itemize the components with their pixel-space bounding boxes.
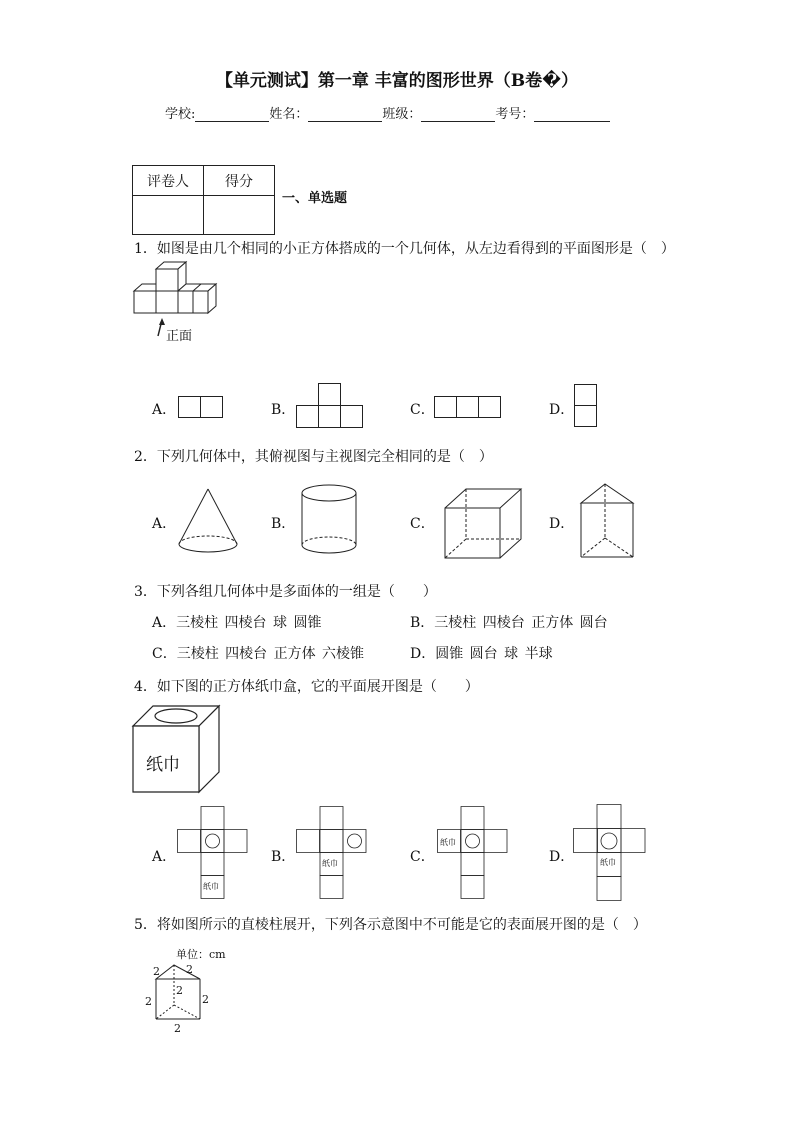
question-2-text: 2．下列几何体中，其俯视图与主视图完全相同的是（ ） bbox=[134, 449, 493, 465]
class-label: 班级： bbox=[382, 107, 422, 122]
question-1-text: 1．如图是由几个相同的小正方体搭成的一个几何体，从左边看得到的平面图形是（ ） bbox=[134, 241, 675, 257]
score-table bbox=[132, 165, 275, 235]
school-blank[interactable] bbox=[195, 108, 269, 122]
q1-option-a-figure[interactable] bbox=[178, 396, 224, 420]
q4-option-c-net[interactable] bbox=[437, 806, 511, 904]
q4-option-d-net-label: 纸巾 bbox=[600, 858, 616, 867]
q3-option-a[interactable]: A．三棱柱 四棱台 球 圆锥 bbox=[152, 615, 322, 631]
name-blank[interactable] bbox=[308, 108, 382, 122]
grader-header: 评卷人 bbox=[133, 166, 204, 196]
q1-option-d[interactable]: D． bbox=[549, 402, 575, 418]
q1-option-b-figure[interactable] bbox=[296, 383, 364, 429]
q4-option-a[interactable]: A． bbox=[152, 849, 177, 865]
q3-option-c[interactable]: C．三棱柱 四棱台 正方体 六棱锥 bbox=[152, 646, 365, 662]
q2-cylinder-figure[interactable] bbox=[300, 484, 360, 556]
q1-option-c-figure[interactable] bbox=[434, 396, 504, 420]
q1-front-label: 正面 bbox=[166, 329, 193, 344]
q4-option-b[interactable]: B． bbox=[271, 849, 296, 865]
q1-option-b[interactable]: B． bbox=[271, 402, 296, 418]
q1-option-c[interactable]: C． bbox=[410, 402, 435, 418]
score-cell[interactable] bbox=[204, 196, 275, 235]
q1-option-d-figure[interactable] bbox=[574, 384, 598, 430]
q2-option-c[interactable]: C． bbox=[410, 516, 435, 532]
q5-dim-top-left: 2 bbox=[153, 965, 160, 978]
question-5-text: 5．将如图所示的直棱柱展开，下列各示意图中不可能是它的表面展开图的是（ ） bbox=[134, 917, 647, 933]
name-label: 姓名： bbox=[269, 107, 309, 122]
q2-cone-figure[interactable] bbox=[178, 488, 240, 556]
exam-no-blank[interactable] bbox=[534, 108, 610, 122]
q4-option-b-net[interactable] bbox=[296, 806, 368, 902]
question-4-text: 4．如下图的正方体纸巾盒，它的平面展开图是（ ） bbox=[134, 679, 479, 695]
q4-option-c-net-label: 纸巾 bbox=[440, 838, 456, 847]
grader-cell[interactable] bbox=[133, 196, 204, 235]
q2-prism-figure[interactable] bbox=[580, 483, 636, 561]
q4-option-d[interactable]: D． bbox=[549, 849, 575, 865]
student-info-line bbox=[165, 103, 610, 122]
page-title: 【单元测试】第一章 丰富的图形世界（B卷�） bbox=[215, 71, 579, 91]
school-label: 学校: bbox=[165, 107, 196, 122]
q4-box-label: 纸巾 bbox=[146, 755, 180, 775]
q2-option-a[interactable]: A． bbox=[152, 516, 177, 532]
q5-dim-top-right: 2 bbox=[186, 963, 193, 976]
q1-option-a[interactable]: A． bbox=[152, 402, 177, 418]
q4-option-c[interactable]: C． bbox=[410, 849, 435, 865]
q4-option-a-net-label: 纸巾 bbox=[203, 882, 219, 891]
q3-option-b[interactable]: B．三棱柱 四棱台 正方体 圆台 bbox=[410, 615, 608, 631]
q2-option-d[interactable]: D． bbox=[549, 516, 575, 532]
exam-no-label: 考号： bbox=[495, 107, 535, 122]
question-3-text: 3．下列各组几何体中是多面体的一组是（ ） bbox=[134, 584, 437, 600]
q5-unit-label: 单位：cm bbox=[176, 948, 226, 961]
q5-dim-right: 2 bbox=[202, 993, 209, 1006]
section-title: 一、单选题 bbox=[282, 191, 348, 206]
q5-dim-bottom: 2 bbox=[174, 1022, 181, 1035]
score-header: 得分 bbox=[204, 166, 275, 196]
class-blank[interactable] bbox=[421, 108, 495, 122]
q5-dim-middle: 2 bbox=[176, 984, 183, 997]
q2-option-b[interactable]: B． bbox=[271, 516, 296, 532]
q2-cube-figure[interactable] bbox=[444, 488, 524, 560]
q5-dim-left: 2 bbox=[145, 995, 152, 1008]
q3-option-d[interactable]: D．圆锥 圆台 球 半球 bbox=[410, 646, 553, 662]
q4-option-d-net[interactable] bbox=[573, 804, 649, 902]
q4-option-b-net-label: 纸巾 bbox=[322, 859, 338, 868]
